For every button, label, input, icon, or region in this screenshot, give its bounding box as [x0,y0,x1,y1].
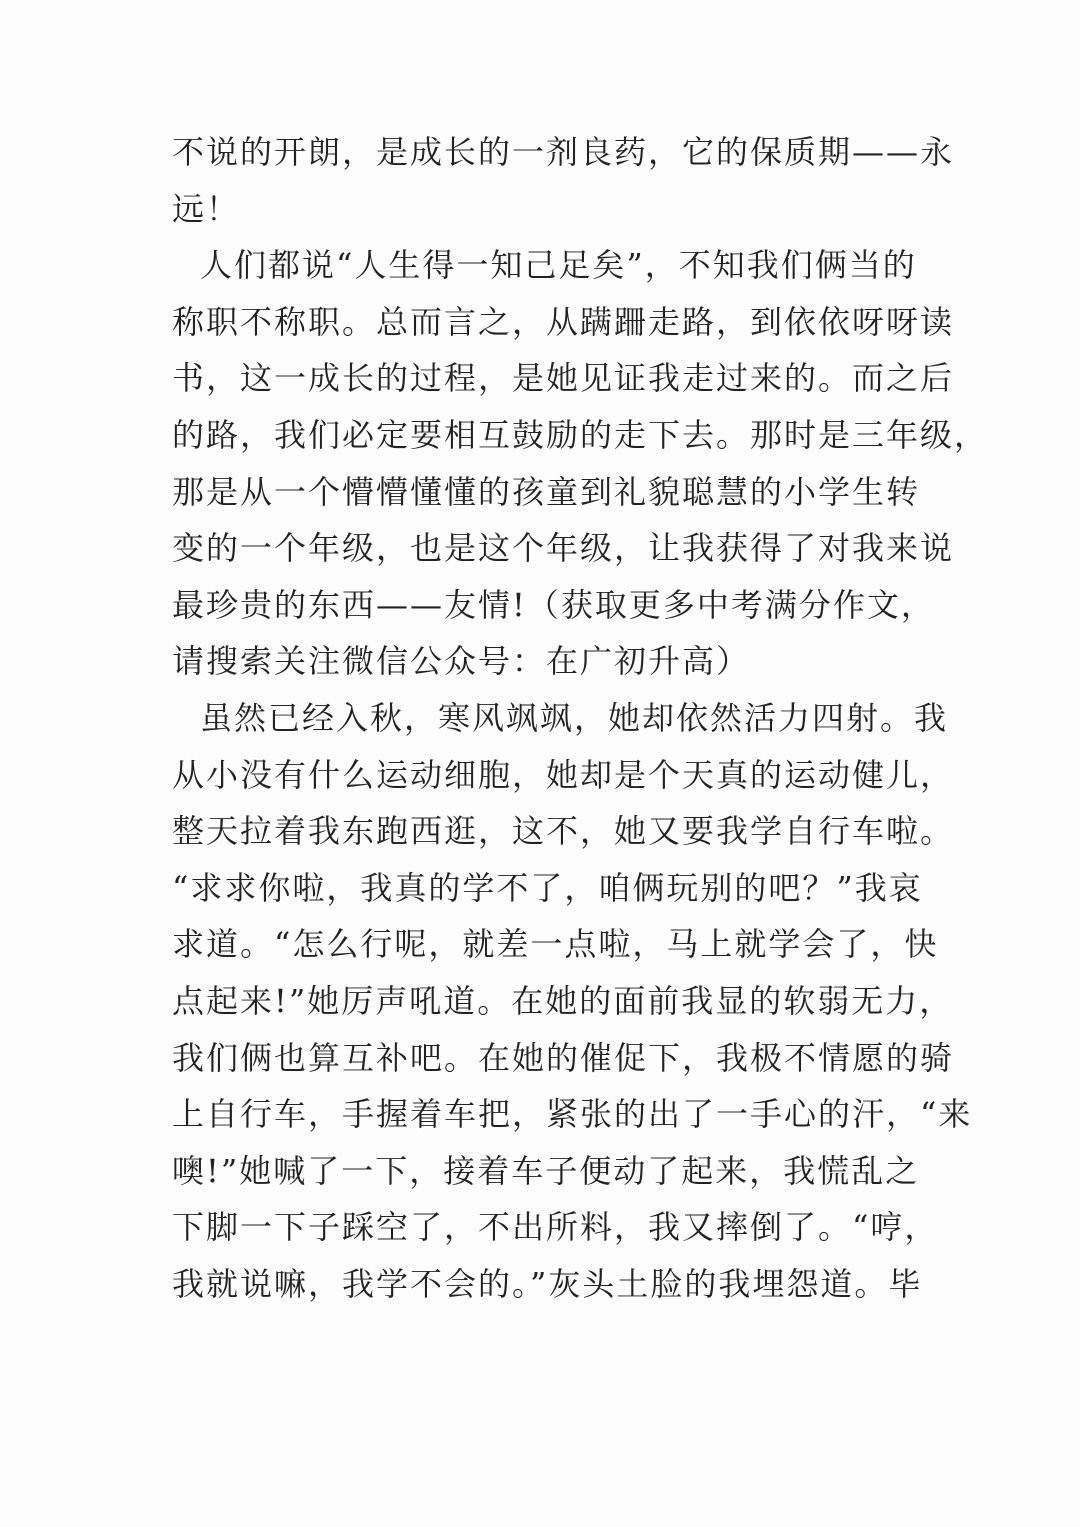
text-line-21: 我就说嘛，我学不会的。”灰头土脸的我埋怨道。毕 [172,1264,923,1303]
text-line-9: 最珍贵的东西——友情!（获取更多中考满分作文， [172,585,935,624]
text-line-11: 虽然已经入秋，寒风飒飒，她却依然活力四射。我 [200,698,949,737]
text-line-14: “求求你啦，我真的学不了，咱俩玩别的吧？”我哀 [172,868,923,907]
text-line-7: 那是从一个懵懵懂懂的孩童到礼貌聪慧的小学生转 [172,472,921,511]
text-line-6: 的路，我们必定要相互鼓励的走下去。那时是三年级， [172,415,989,454]
text-line-5: 书，这一成长的过程，是她见证我走过来的。而之后 [172,359,955,398]
text-line-17: 我们俩也算互补吧。在她的催促下，我极不情愿的骑 [172,1038,955,1077]
text-line-1: 不说的开朗，是成长的一剂良药，它的保质期——永 [172,133,955,171]
essay-body [172,124,989,1312]
text-line-2: 远！ [172,189,241,228]
text-line-4: 称职不称职。总而言之，从蹒跚走路，到依依呀呀读 [172,302,955,341]
text-line-16: 点起来!”她厉声吼道。在她的面前我显的软弱无力， [172,981,954,1020]
text-line-19: 噢!”她喊了一下，接着车子便动了起来，我慌乱之 [172,1151,920,1190]
text-line-10: 请搜索关注微信公众号：在广初升高） [172,642,751,681]
text-line-15: 求道。“怎么行呢，就差一点啦，马上就学会了，快 [172,925,939,964]
text-line-20: 下脚一下子踩空了，不出所料，我又摔倒了。“哼， [172,1208,939,1247]
text-line-3: 人们都说“人生得一知己足矣”，不知我们俩当的 [200,246,917,285]
text-line-18: 上自行车，手握着车把，紧张的出了一手心的汗，“来 [172,1095,973,1134]
text-line-13: 整天拉着我东跑西逛，这不，她又要我学自行车啦。 [172,812,955,851]
text-line-12: 从小没有什么运动细胞，她却是个天真的运动健儿， [172,755,955,794]
text-line-8: 变的一个年级，也是这个年级，让我获得了对我来说 [172,529,955,568]
